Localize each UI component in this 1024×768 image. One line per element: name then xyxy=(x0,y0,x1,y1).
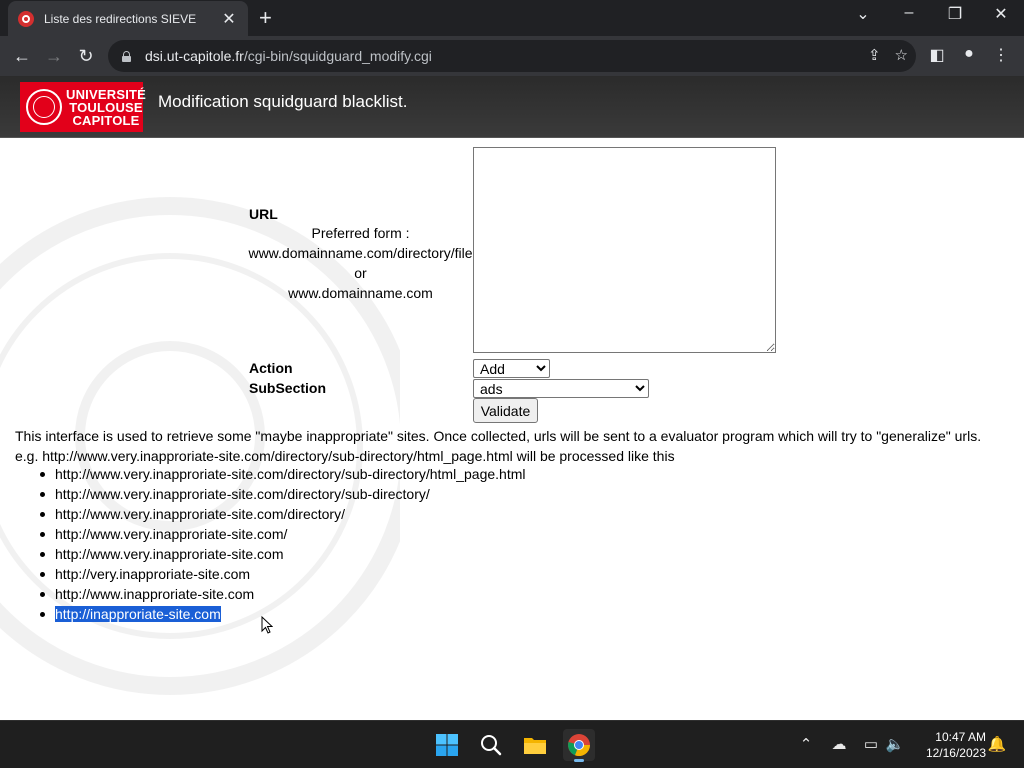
chrome-icon xyxy=(567,733,591,757)
url-textarea[interactable] xyxy=(473,147,776,353)
page-header xyxy=(0,76,1024,138)
description-text xyxy=(15,426,1015,466)
example-url-list xyxy=(55,464,525,624)
list-item xyxy=(55,464,525,484)
description-line-1: This interface is used to retrieve some "maybe inappropriate" sites. Once collected, urls will be sent to a evaluator program which will try to "generalize" urls. xyxy=(15,428,982,444)
site-favicon-icon xyxy=(18,11,34,27)
start-button[interactable] xyxy=(431,729,463,761)
description-line-2: e.g. http://www.very.inapproriate-site.com/directory/sub-directory/html_page.html will be processed like this xyxy=(15,448,675,464)
search-icon xyxy=(479,733,503,757)
list-item xyxy=(55,524,525,544)
university-logo xyxy=(20,82,147,132)
list-item xyxy=(55,584,525,604)
network-icon[interactable]: ▭ xyxy=(863,736,879,753)
side-panel-icon[interactable]: ◧ xyxy=(929,47,945,64)
mouse-cursor-icon xyxy=(261,616,273,634)
logo-line-1: UNIVERSITÉ xyxy=(66,86,147,102)
logo-text xyxy=(66,88,146,127)
file-explorer-button[interactable] xyxy=(519,729,551,761)
subsection-select[interactable] xyxy=(473,379,649,398)
example-url: http://www.inapproriate-site.com xyxy=(55,586,255,602)
clock-date: 12/16/2023 xyxy=(925,746,986,760)
back-arrow-icon[interactable]: ← xyxy=(13,46,31,66)
url-label: URL xyxy=(249,206,278,222)
profile-avatar-icon[interactable]: ● xyxy=(964,45,974,62)
web-page xyxy=(0,76,1024,720)
bookmark-star-icon[interactable]: ☆ xyxy=(894,47,908,64)
list-item xyxy=(55,564,525,584)
list-item xyxy=(55,484,525,504)
browser-toolbar xyxy=(0,36,1024,76)
subsection-label: SubSection xyxy=(249,380,327,396)
url-host: dsi.ut-capitole.fr xyxy=(145,48,244,64)
minimize-window-button[interactable]: – xyxy=(904,4,914,21)
browser-tab-strip xyxy=(0,0,1024,36)
example-url: http://www.very.inapproriate-site.com xyxy=(55,546,284,562)
url-path: /cgi-bin/squidguard_modify.cgi xyxy=(243,48,432,64)
tab-search-chevron-icon[interactable]: ⌄ xyxy=(856,6,870,23)
address-bar[interactable] xyxy=(108,40,916,72)
close-window-button[interactable]: ✕ xyxy=(994,6,1008,23)
share-icon[interactable]: ⇪ xyxy=(867,47,881,64)
action-label: Action xyxy=(249,360,293,376)
taskbar-search-button[interactable] xyxy=(475,729,507,761)
windows-logo-icon xyxy=(435,733,459,757)
example-url: http://very.inapproriate-site.com xyxy=(55,566,251,582)
url-hint-line: www.domainname.com xyxy=(288,285,433,301)
address-url[interactable] xyxy=(145,48,432,64)
example-url-selected: http://inapproriate-site.com xyxy=(55,606,221,622)
url-hint-line: www.domainname.com/directory/file xyxy=(248,245,473,261)
clock-time: 10:47 AM xyxy=(935,730,986,744)
notifications-bell-icon[interactable]: 🔔 xyxy=(987,736,1007,753)
restore-window-button[interactable]: ❐ xyxy=(947,6,963,23)
validate-button[interactable]: Validate xyxy=(473,398,538,423)
example-url: http://www.very.inapproriate-site.com/ xyxy=(55,526,288,542)
url-hint xyxy=(248,223,473,303)
taskbar-clock[interactable] xyxy=(916,729,986,761)
list-item-selected xyxy=(55,604,525,624)
university-seal-icon xyxy=(26,89,62,125)
logo-line-2: TOULOUSE xyxy=(69,99,143,115)
url-hint-line: or xyxy=(354,265,367,281)
forward-arrow-icon[interactable]: → xyxy=(45,46,63,66)
page-title: Modification squidguard blacklist. xyxy=(158,92,408,111)
new-tab-button[interactable]: + xyxy=(259,5,272,30)
lock-icon[interactable] xyxy=(122,51,131,62)
logo-line-3: CAPITOLE xyxy=(72,112,140,128)
list-item xyxy=(55,504,525,524)
example-url: http://www.very.inapproriate-site.com/directory/ xyxy=(55,506,345,522)
tab-close-icon[interactable]: ✕ xyxy=(222,10,236,28)
url-hint-line: Preferred form : xyxy=(311,225,410,241)
browser-tab[interactable] xyxy=(8,1,248,36)
example-url: http://www.very.inapproriate-site.com/directory/sub-directory/html_page.html xyxy=(55,466,526,482)
volume-muted-icon[interactable]: 🔈 xyxy=(885,736,905,753)
reload-icon[interactable]: ↻ xyxy=(78,46,94,66)
action-select[interactable] xyxy=(473,359,550,378)
show-hidden-icons-chevron-icon[interactable]: ⌃ xyxy=(799,736,813,753)
folder-icon xyxy=(522,733,548,757)
chrome-menu-icon[interactable]: ⋮ xyxy=(993,47,1009,64)
onedrive-offline-icon[interactable]: ☁ xyxy=(831,736,847,753)
tab-title: Liste des redirections SIEVE xyxy=(44,11,197,26)
list-item xyxy=(55,544,525,564)
chrome-taskbar-button[interactable] xyxy=(563,729,595,761)
windows-taskbar xyxy=(0,720,1024,768)
example-url: http://www.very.inapproriate-site.com/directory/sub-directory/ xyxy=(55,486,430,502)
